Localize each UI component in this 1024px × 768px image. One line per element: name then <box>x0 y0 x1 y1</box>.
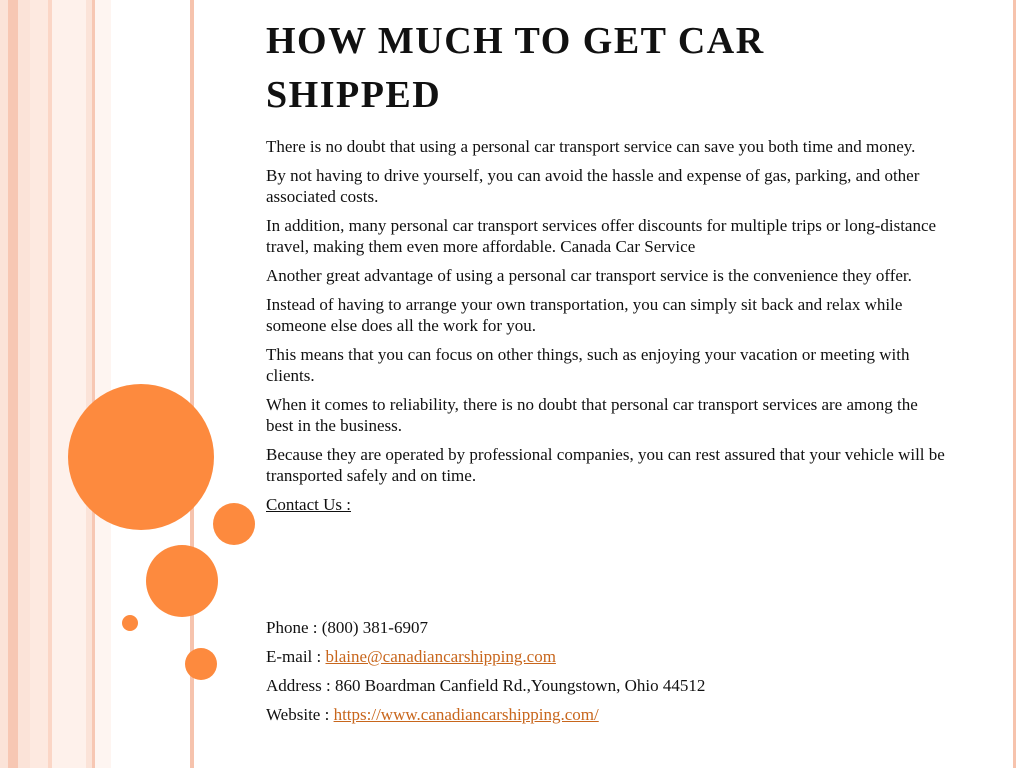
body-paragraph: There is no doubt that using a personal car transport service can save you both time and money. <box>266 137 916 156</box>
body-paragraph: This means that you can focus on other things, such as enjoying your vacation or meeting with clients. <box>266 345 910 385</box>
website-link[interactable]: https://www.canadiancarshipping.com/ <box>333 705 599 724</box>
website-label: Website : <box>266 705 334 724</box>
address-line <box>266 675 946 696</box>
decorative-circle-large <box>68 384 214 530</box>
slide-content <box>266 14 946 515</box>
contact-heading: Contact Us : <box>266 495 351 514</box>
email-label: E-mail : <box>266 647 326 666</box>
body-paragraph: Another great advantage of using a personal car transport service is the convenience they offer. <box>266 266 912 285</box>
address-label: Address : <box>266 676 335 695</box>
phone-line <box>266 617 946 638</box>
decorative-circle-tiny <box>122 615 138 631</box>
body-paragraph: In addition, many personal car transport services offer discounts for multiple trips or long-distance travel, making them even more affordable. Canada Car Service <box>266 216 937 256</box>
decorative-circle-small <box>213 503 255 545</box>
body-paragraph: By not having to drive yourself, you can avoid the hassle and expense of gas, parking, and other associated costs. <box>266 166 920 206</box>
website-line <box>266 704 946 725</box>
address-value: 860 Boardman Canfield Rd.,Youngstown, Ohio 44512 <box>334 676 706 695</box>
body-paragraph: When it comes to reliability, there is no doubt that personal car transport services are among the best in the business. <box>266 395 918 435</box>
phone-number: (800) 381-6907 <box>321 618 428 637</box>
email-link[interactable]: blaine@canadiancarshipping.com <box>325 647 556 666</box>
decorative-circle-medium <box>146 545 218 617</box>
decorative-stripe <box>8 0 18 768</box>
body-paragraph: Because they are operated by professional companies, you can rest assured that your vehicle will be transported safely and on time. <box>266 445 945 485</box>
decorative-stripe <box>95 0 111 768</box>
slide-title: HOW MUCH TO GET CAR SHIPPED <box>266 20 765 116</box>
phone-label: Phone : <box>266 618 322 637</box>
contact-block <box>266 617 946 733</box>
email-line <box>266 646 946 667</box>
decorative-divider-line <box>1013 0 1016 768</box>
decorative-stripe <box>0 0 8 768</box>
decorative-stripe <box>52 0 86 768</box>
decorative-stripe <box>30 0 48 768</box>
body-paragraph: Instead of having to arrange your own transportation, you can simply sit back and relax while someone else does all the work for you. <box>266 295 903 335</box>
decorative-circle-small <box>185 648 217 680</box>
decorative-stripe <box>18 0 30 768</box>
